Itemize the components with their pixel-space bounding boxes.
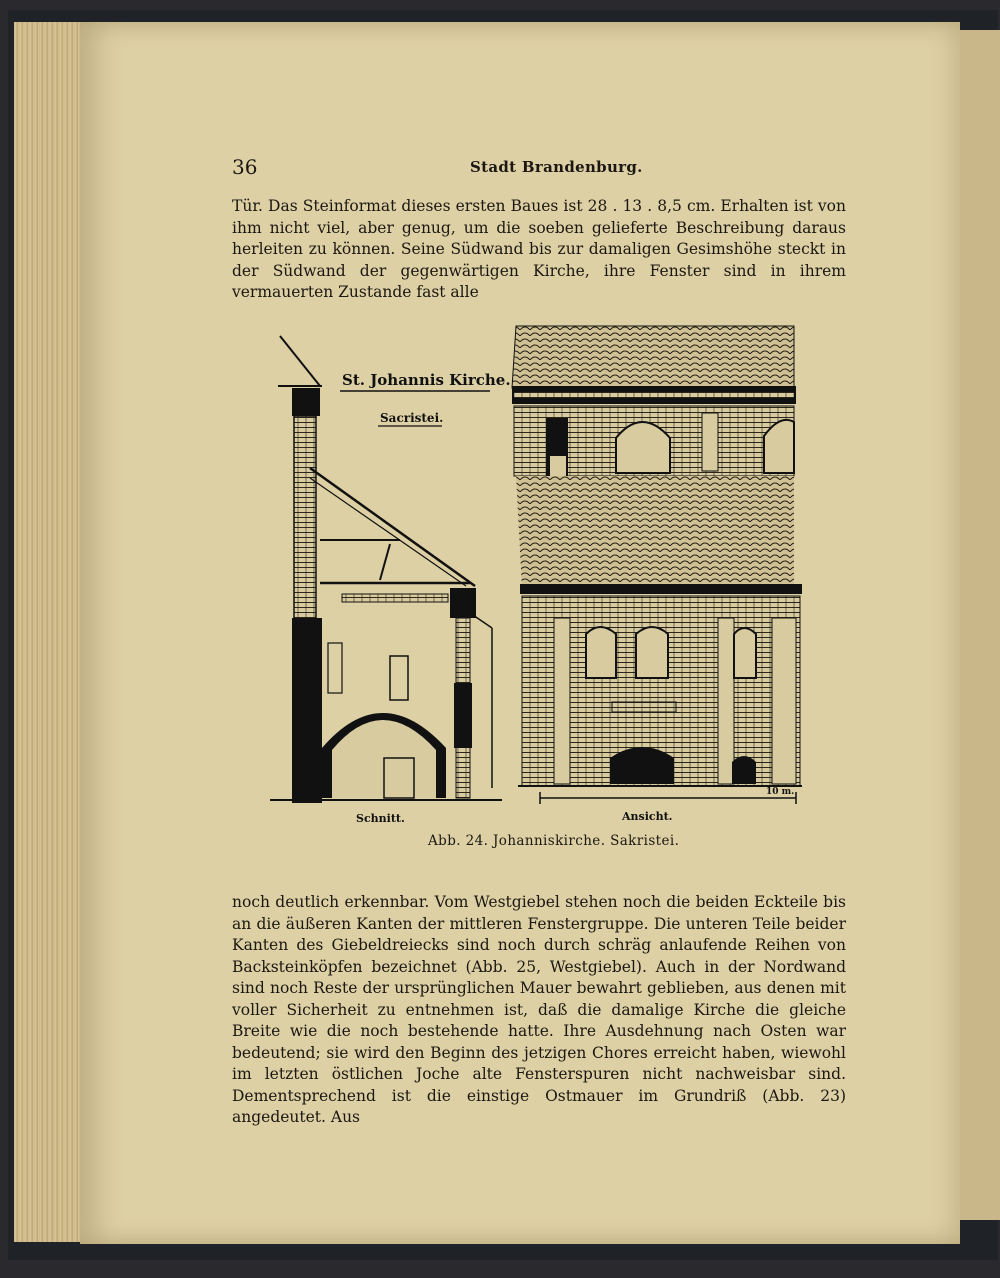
label-section: Schnitt. — [356, 812, 405, 825]
figure-subtitle: Sacristei. — [380, 411, 444, 425]
paragraph-bottom: noch deutlich erkennbar. Vom Westgiebel stehen noch die beiden Eckteile bis an die äußeren Kanten der mittleren Fenstergruppe. Die unteren Teile beider Kanten des Giebeldreiecks sind noch durch schräg anlaufende Reihen von Backsteinköpfen bezeichnet (Abb. 25, Westgiebel). Auch in der Nordwand sind noch Reste der ursprünglichen Mauer bewahrt geblieben, aus denen mit voller Sicherheit zu entnehmen ist, daß die damalige Kirche die gleiche Breite wie die noch bestehende hatte. Ihre Ausdehnung nach Osten war bedeutend; sie wird den Beginn des jetzigen Chores erreicht haben, wiewohl im letzten östlichen Joche alte Fensterspuren nicht nachweisbar sind. Dementsprechend ist die einstige Ostmauer im Grundriß (Abb. 23) angedeutet. Aus — [232, 893, 846, 1126]
label-elevation: Ansicht. — [622, 810, 673, 823]
figure-drawing — [270, 318, 810, 828]
elevation-drawing — [512, 326, 802, 823]
figure-title: St. Johannis Kirche. — [342, 371, 511, 389]
page-stack-edges — [14, 22, 84, 1242]
running-title: Stadt Brandenburg. — [470, 158, 643, 176]
architectural-figure — [270, 318, 810, 828]
page-header — [232, 155, 852, 181]
section-drawing — [270, 336, 511, 825]
figure-caption: Abb. 24. Johanniskirche. Sakristei. — [428, 833, 680, 849]
scale-label: 10 m. — [766, 787, 795, 797]
paragraph-top: Tür. Das Steinformat dieses ersten Baues ist 28 . 13 . 8,5 cm. Erhalten ist von ihm nicht viel, aber genug, um die soeben gelieferte Beschreibung daraus herleiten zu können. Seine Südwand bis zur damaligen Gesimshöhe steckt in der Südwand der gegenwärtigen Kirche, ihre Fenster sind in ihrem vermauerten Zustande fast alle — [232, 197, 846, 301]
page-number: 36 — [232, 155, 258, 179]
adjacent-page-edge — [958, 30, 1000, 1220]
